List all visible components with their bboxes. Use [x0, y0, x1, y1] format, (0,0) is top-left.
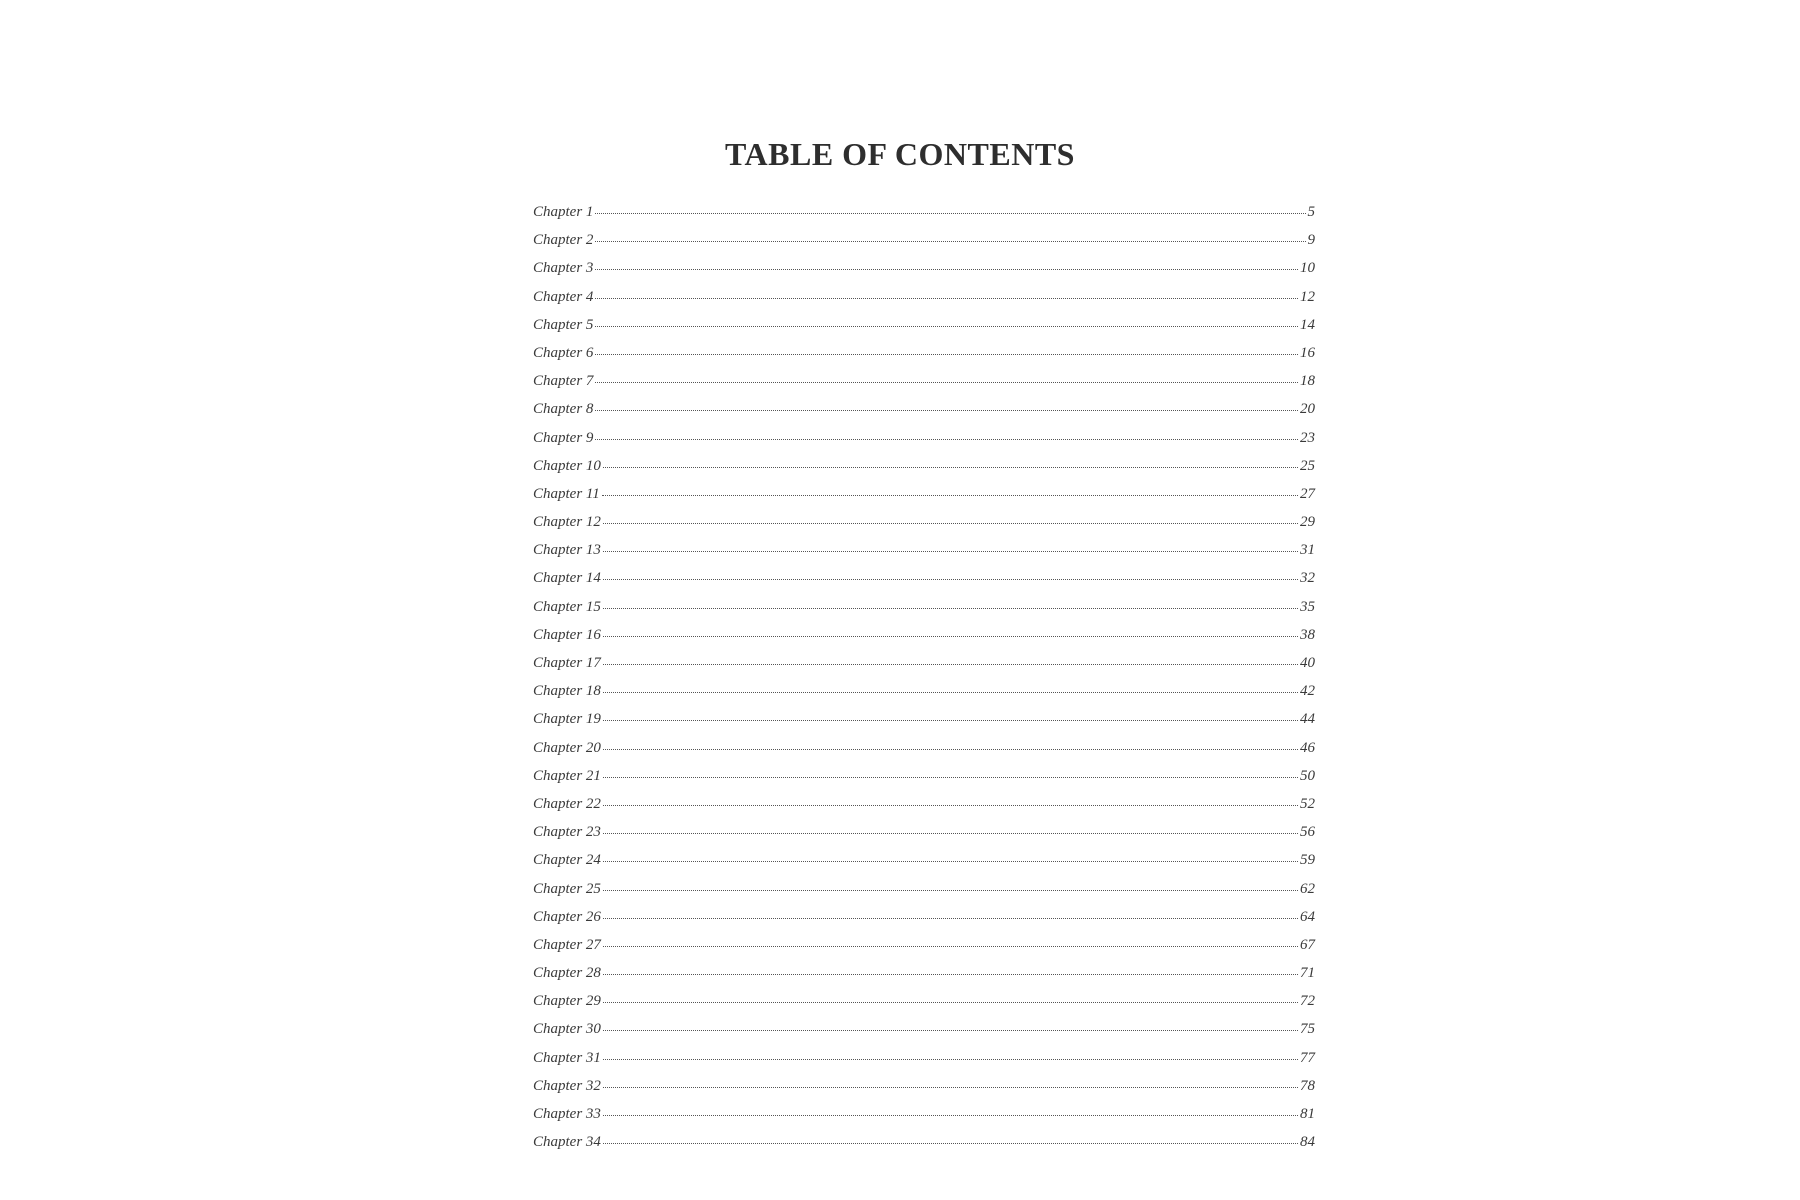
toc-entry-page-number: 46	[1300, 739, 1315, 756]
toc-entry-label: Chapter 20	[533, 739, 601, 756]
toc-entry[interactable]	[533, 1134, 1315, 1162]
toc-entry-page-number: 56	[1300, 824, 1315, 841]
toc-dot-leader	[595, 241, 1305, 242]
toc-entry-label: Chapter 17	[533, 655, 601, 671]
toc-entry[interactable]	[533, 542, 1315, 570]
toc-entry[interactable]	[533, 289, 1315, 317]
toc-entry[interactable]	[533, 599, 1315, 627]
toc-dot-leader	[603, 918, 1298, 919]
toc-entry-page-number: 44	[1300, 711, 1315, 728]
toc-entry-page-number: 77	[1300, 1049, 1315, 1066]
toc-dot-leader	[603, 551, 1298, 552]
toc-dot-leader	[603, 636, 1298, 637]
toc-entry-page-number: 67	[1300, 936, 1315, 953]
toc-dot-leader	[595, 382, 1298, 383]
toc-entry-page-number: 71	[1300, 965, 1315, 982]
toc-entry-page-number: 20	[1300, 401, 1315, 418]
toc-entry-page-number: 31	[1300, 542, 1315, 559]
toc-entry[interactable]	[533, 852, 1315, 880]
toc-dot-leader	[603, 579, 1298, 580]
toc-entry[interactable]	[533, 1106, 1315, 1134]
toc-entry-label: Chapter 2	[533, 232, 594, 249]
toc-dot-leader	[595, 269, 1298, 270]
toc-entry[interactable]	[533, 768, 1315, 796]
toc-entry-page-number: 10	[1300, 260, 1315, 277]
toc-entry[interactable]	[533, 796, 1315, 824]
toc-entry-page-number: 14	[1300, 316, 1315, 333]
toc-dot-leader	[603, 1030, 1298, 1031]
page-title: TABLE OF CONTENTS	[725, 136, 1075, 172]
toc-entry[interactable]	[533, 430, 1315, 458]
toc-dot-leader	[602, 495, 1298, 496]
toc-entry[interactable]	[533, 232, 1315, 260]
toc-entry-page-number: 25	[1300, 457, 1315, 474]
toc-entry-page-number: 18	[1300, 373, 1315, 390]
toc-dot-leader	[603, 974, 1298, 975]
toc-dot-leader	[595, 326, 1298, 327]
toc-entry-label: Chapter 3	[533, 260, 594, 277]
toc-entry-label: Chapter 7	[533, 373, 594, 390]
toc-dot-leader	[603, 777, 1298, 778]
toc-dot-leader	[595, 439, 1298, 440]
toc-entry[interactable]	[533, 1021, 1315, 1049]
toc-entry-label: Chapter 12	[533, 514, 601, 531]
toc-entry-page-number: 40	[1300, 655, 1315, 671]
toc-entry[interactable]	[533, 345, 1315, 373]
toc-entry-label: Chapter 5	[533, 316, 594, 333]
toc-dot-leader	[603, 1143, 1298, 1144]
toc-entry[interactable]	[533, 909, 1315, 937]
toc-entry-label: Chapter 21	[533, 767, 601, 784]
toc-entry-page-number: 78	[1300, 1077, 1315, 1094]
toc-entry-label: Chapter 1	[533, 204, 594, 220]
toc-entry-label: Chapter 19	[533, 711, 601, 728]
toc-dot-leader	[595, 354, 1298, 355]
toc-entry-page-number: 42	[1300, 683, 1315, 700]
toc-entry-page-number: 81	[1300, 1106, 1315, 1122]
toc-entry-label: Chapter 9	[533, 429, 594, 446]
toc-entry-label: Chapter 11	[533, 485, 600, 502]
toc-entry[interactable]	[533, 204, 1315, 232]
toc-entry[interactable]	[533, 260, 1315, 288]
toc-dot-leader	[603, 861, 1298, 862]
toc-entry-label: Chapter 6	[533, 344, 594, 361]
toc-entry[interactable]	[533, 683, 1315, 711]
toc-entry-page-number: 52	[1300, 795, 1315, 812]
toc-entry[interactable]	[533, 1078, 1315, 1106]
toc-entry[interactable]	[533, 965, 1315, 993]
toc-entry-page-number: 84	[1300, 1134, 1315, 1151]
toc-entry[interactable]	[533, 514, 1315, 542]
toc-entry-page-number: 32	[1300, 570, 1315, 587]
toc-entry[interactable]	[533, 317, 1315, 345]
toc-dot-leader	[603, 833, 1298, 834]
toc-dot-leader	[603, 523, 1298, 524]
toc-entry-label: Chapter 24	[533, 852, 601, 869]
toc-dot-leader	[603, 1115, 1298, 1116]
toc-entry-label: Chapter 22	[533, 795, 601, 812]
toc-dot-leader	[603, 1059, 1298, 1060]
toc-entry-page-number: 38	[1300, 626, 1315, 643]
toc-entry[interactable]	[533, 824, 1315, 852]
toc-entry[interactable]	[533, 1050, 1315, 1078]
toc-entry-page-number: 9	[1307, 232, 1315, 249]
toc-entry-page-number: 23	[1300, 429, 1315, 446]
toc-entry-page-number: 5	[1307, 204, 1315, 220]
toc-dot-leader	[595, 410, 1298, 411]
toc-entry[interactable]	[533, 458, 1315, 486]
toc-entry[interactable]	[533, 373, 1315, 401]
toc-entry-label: Chapter 28	[533, 965, 601, 982]
toc-entry[interactable]	[533, 570, 1315, 598]
toc-entry-label: Chapter 13	[533, 542, 601, 559]
toc-entry[interactable]	[533, 401, 1315, 429]
table-of-contents	[533, 204, 1315, 1162]
toc-entry-label: Chapter 27	[533, 936, 601, 953]
toc-entry-label: Chapter 32	[533, 1077, 601, 1094]
toc-entry-page-number: 27	[1300, 485, 1315, 502]
toc-entry-label: Chapter 29	[533, 993, 601, 1010]
toc-entry-label: Chapter 34	[533, 1134, 601, 1151]
toc-entry[interactable]	[533, 627, 1315, 655]
toc-dot-leader	[603, 1002, 1298, 1003]
toc-dot-leader	[603, 467, 1298, 468]
toc-entry-page-number: 64	[1300, 908, 1315, 925]
toc-dot-leader	[603, 664, 1298, 665]
toc-dot-leader	[603, 805, 1298, 806]
toc-entry-label: Chapter 23	[533, 824, 601, 841]
toc-dot-leader	[595, 298, 1298, 299]
toc-dot-leader	[603, 946, 1298, 947]
toc-entry[interactable]	[533, 993, 1315, 1021]
toc-entry-label: Chapter 16	[533, 626, 601, 643]
toc-entry-page-number: 12	[1300, 288, 1315, 305]
toc-entry-label: Chapter 25	[533, 880, 601, 897]
toc-dot-leader	[595, 213, 1305, 214]
toc-entry[interactable]	[533, 655, 1315, 683]
toc-entry-page-number: 59	[1300, 852, 1315, 869]
toc-dot-leader	[603, 749, 1298, 750]
toc-entry[interactable]	[533, 486, 1315, 514]
toc-dot-leader	[603, 692, 1298, 693]
toc-entry-label: Chapter 8	[533, 401, 594, 418]
toc-entry[interactable]	[533, 881, 1315, 909]
toc-dot-leader	[603, 608, 1298, 609]
toc-dot-leader	[603, 1087, 1298, 1088]
toc-entry-page-number: 16	[1300, 344, 1315, 361]
toc-entry-page-number: 72	[1300, 993, 1315, 1010]
toc-entry[interactable]	[533, 937, 1315, 965]
toc-entry[interactable]	[533, 711, 1315, 739]
toc-entry-label: Chapter 14	[533, 570, 601, 587]
toc-entry-label: Chapter 30	[533, 1021, 601, 1038]
toc-entry-page-number: 62	[1300, 880, 1315, 897]
toc-entry-label: Chapter 26	[533, 908, 601, 925]
toc-entry-label: Chapter 4	[533, 288, 594, 305]
toc-entry-label: Chapter 10	[533, 457, 601, 474]
toc-entry[interactable]	[533, 740, 1315, 768]
toc-entry-page-number: 29	[1300, 514, 1315, 531]
toc-dot-leader	[603, 890, 1298, 891]
toc-entry-label: Chapter 18	[533, 683, 601, 700]
toc-entry-label: Chapter 15	[533, 598, 601, 615]
toc-dot-leader	[603, 720, 1298, 721]
toc-entry-label: Chapter 33	[533, 1106, 601, 1122]
toc-entry-page-number: 50	[1300, 767, 1315, 784]
toc-entry-page-number: 35	[1300, 598, 1315, 615]
toc-entry-page-number: 75	[1300, 1021, 1315, 1038]
toc-entry-label: Chapter 31	[533, 1049, 601, 1066]
